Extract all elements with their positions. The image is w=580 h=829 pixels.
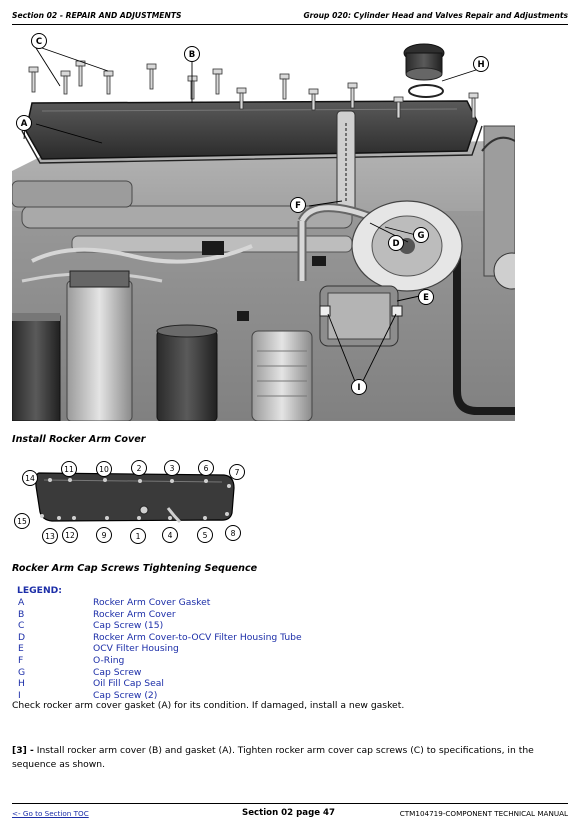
page-footer — [12, 808, 568, 822]
manual-title: CTM104719-COMPONENT TECHNICAL MANUAL — [399, 809, 568, 818]
seq-number-14: 14 — [25, 474, 35, 483]
legend-item — [17, 643, 179, 655]
legend-key: I — [18, 689, 21, 701]
legend-item — [17, 678, 164, 690]
seq-number-11: 11 — [64, 465, 74, 474]
legend-key: A — [18, 597, 25, 608]
seq-number-10: 10 — [99, 465, 109, 474]
engine-illustration — [12, 31, 515, 421]
legend-item — [17, 608, 176, 621]
seq-number-5: 5 — [202, 531, 208, 540]
legend-key: H — [18, 678, 25, 690]
seq-number-12: 12 — [65, 531, 75, 540]
header-divider — [12, 24, 568, 25]
footer-divider — [12, 803, 568, 804]
page-number: Section 02 page 47 — [242, 808, 336, 818]
legend-key: B — [18, 608, 25, 620]
seq-number-8: 8 — [230, 529, 236, 538]
figure1-caption: Install Rocker Arm Cover — [12, 434, 146, 445]
seq-number-13: 13 — [45, 532, 55, 541]
legend — [17, 585, 302, 701]
legend-label: Rocker Arm Cover-to-OCV Filter Housing Tube — [93, 631, 302, 643]
seq-number-1: 1 — [135, 532, 141, 541]
legend-key: C — [18, 620, 25, 632]
legend-label: Rocker Arm Cover Gasket — [93, 597, 211, 608]
legend-item — [17, 654, 125, 667]
figure2-caption: Rocker Arm Cap Screws Tightening Sequence — [12, 563, 258, 574]
step-instruction: Install rocker arm cover (B) and gasket (A). Tighten rocker arm cover cap screws (C) to specifications, in the sequence as shown. — [12, 745, 534, 770]
seq-number-6: 6 — [203, 464, 209, 473]
callout-f: F — [295, 201, 301, 211]
legend-key: G — [18, 666, 26, 678]
legend-label: O-Ring — [93, 654, 125, 666]
legend-item — [17, 620, 164, 632]
legend-item — [17, 666, 142, 679]
callout-e: E — [423, 293, 429, 303]
legend-item — [17, 597, 211, 609]
legend-label: Oil Fill Cap Seal — [93, 678, 164, 690]
callout-i: I — [357, 383, 361, 393]
legend-key: E — [18, 643, 24, 655]
legend-key: D — [18, 631, 26, 643]
legend-key: F — [18, 654, 24, 666]
section-title: Section 02 - REPAIR AND ADJUSTMENTS — [12, 11, 182, 20]
callout-b: B — [188, 50, 196, 60]
page-header — [12, 11, 568, 25]
legend-item — [17, 631, 302, 644]
legend-label: Cap Screw — [93, 666, 142, 678]
legend-label: Cap Screw (15) — [93, 620, 164, 632]
seq-number-3: 3 — [169, 464, 175, 473]
section-toc-link[interactable]: <- Go to Section TOC — [12, 809, 89, 818]
group-title: Group 020: Cylinder Head and Valves Repair and Adjustments — [303, 11, 568, 20]
callout-g: G — [417, 231, 425, 241]
seq-number-15: 15 — [17, 517, 27, 526]
legend-label: Rocker Arm Cover — [93, 608, 176, 620]
callout-a: A — [20, 119, 28, 129]
seq-number-7: 7 — [234, 468, 240, 477]
legend-label: OCV Filter Housing — [93, 643, 179, 655]
callout-c: C — [35, 37, 43, 47]
gasket-check-text: Check rocker arm cover gasket (A) for its condition. If damaged, install a new gasket. — [12, 700, 405, 711]
legend-title: LEGEND: — [17, 585, 62, 596]
legend-label: Cap Screw (2) — [93, 689, 158, 701]
step-number: [3] - — [12, 745, 34, 756]
seq-number-2: 2 — [136, 464, 142, 473]
tightening-sequence-diagram — [12, 458, 248, 550]
callout-h: H — [477, 60, 485, 70]
step-3-text — [12, 744, 568, 772]
seq-number-9: 9 — [101, 531, 107, 540]
callout-d: D — [392, 239, 400, 249]
seq-number-4: 4 — [167, 531, 173, 540]
